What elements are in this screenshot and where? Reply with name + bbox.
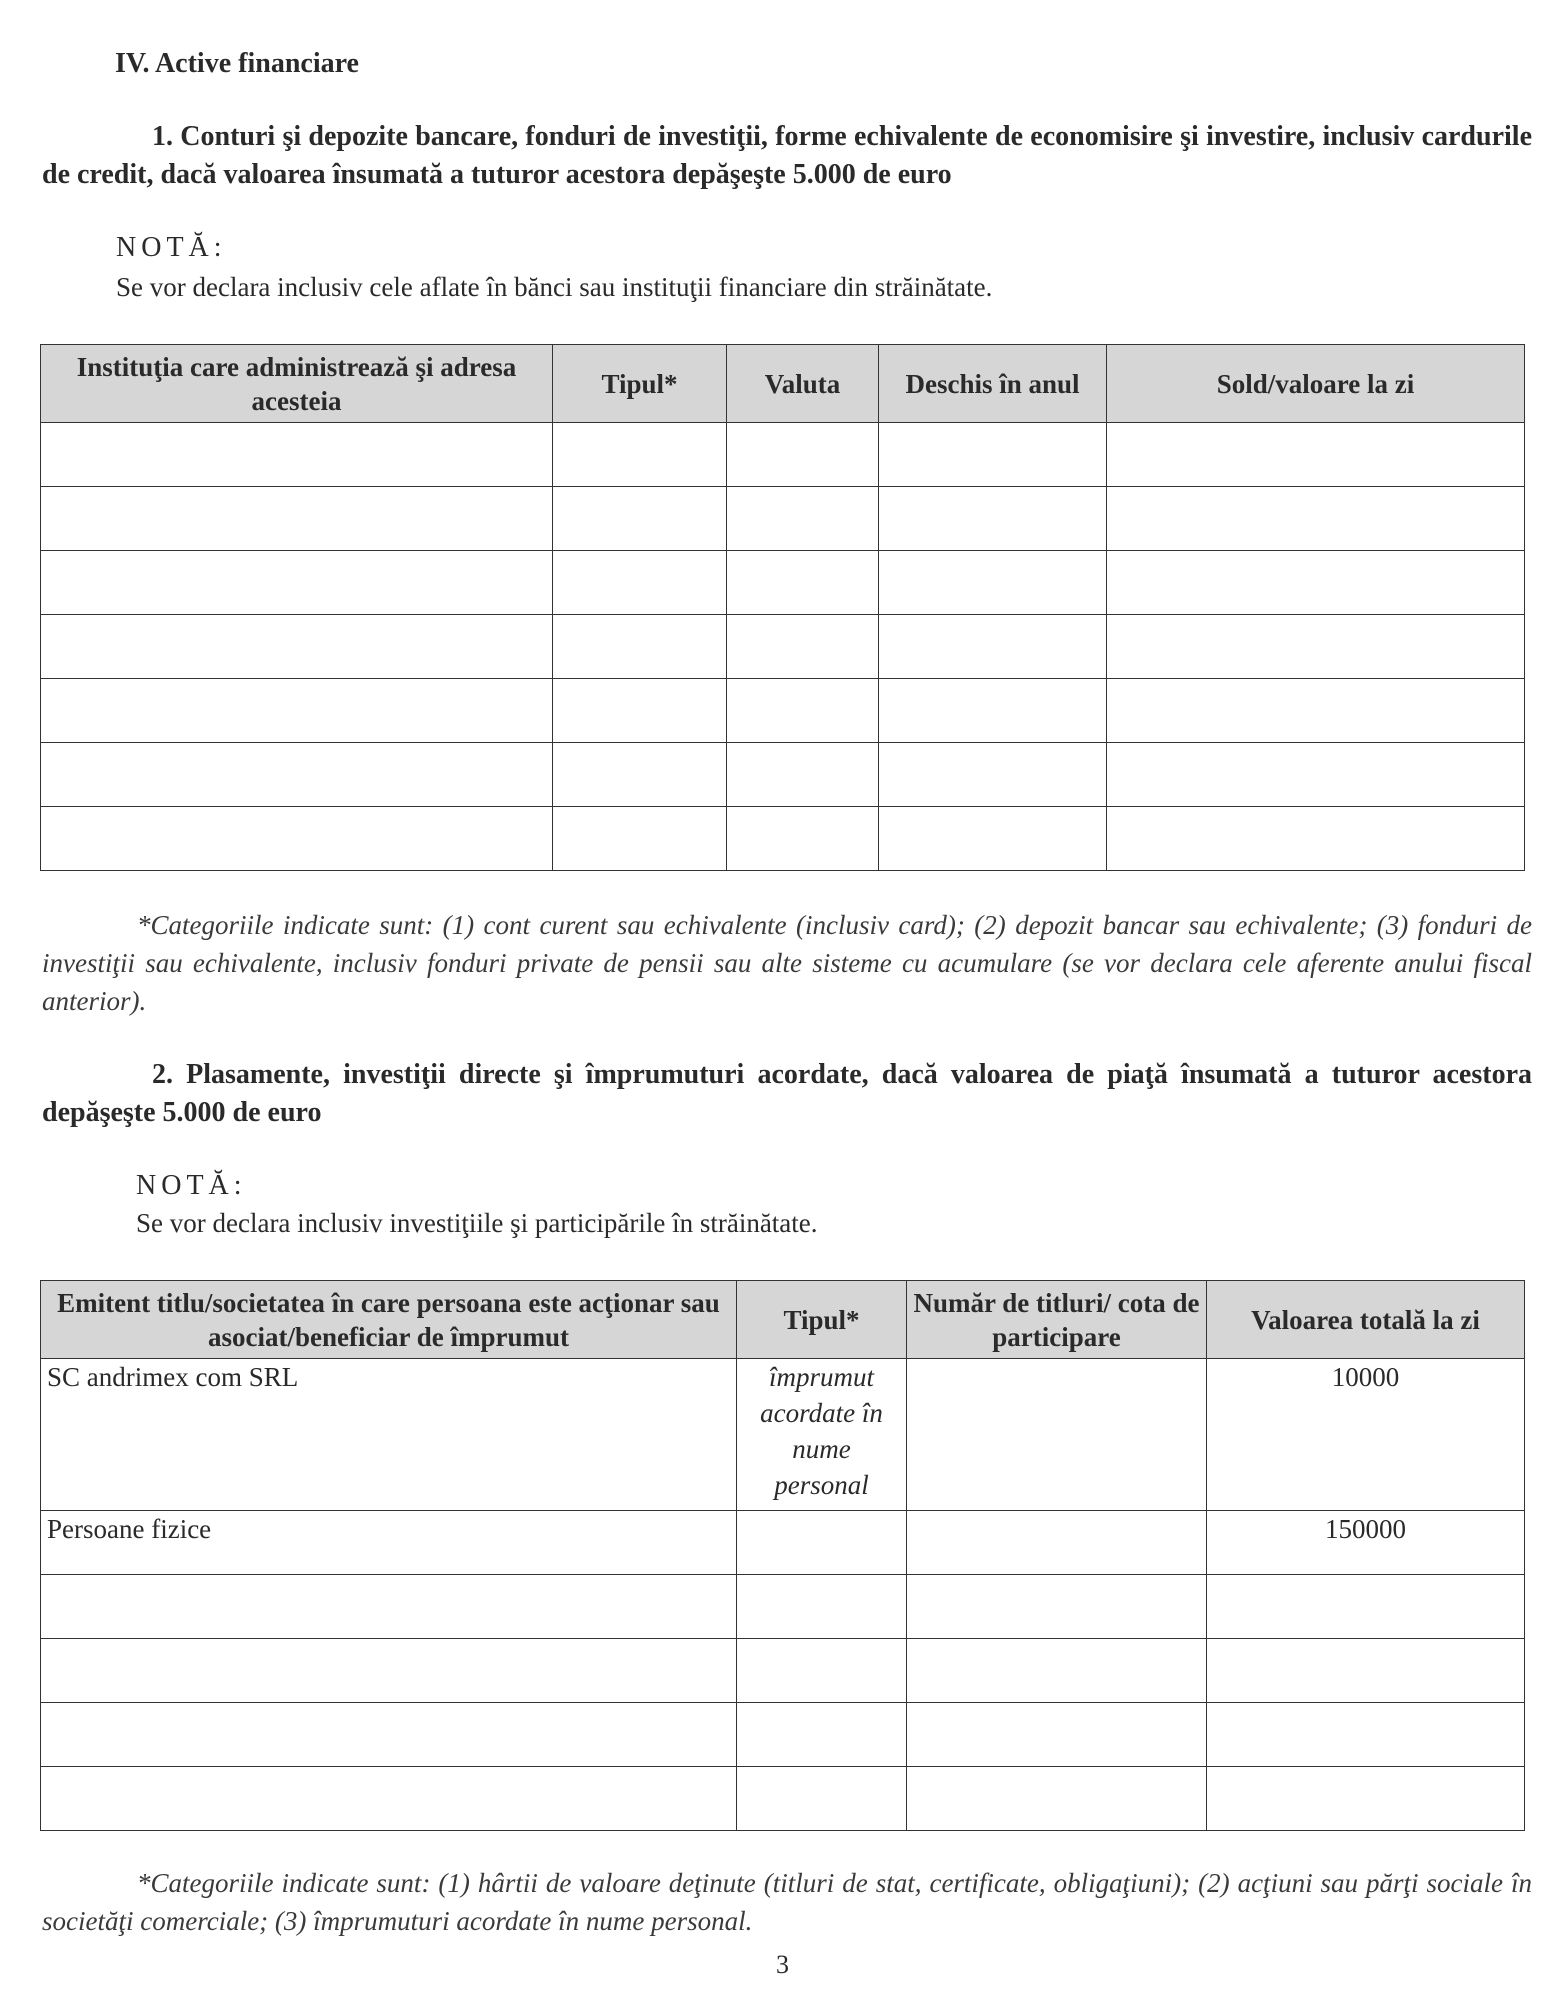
currency-cell[interactable] <box>727 615 879 679</box>
table-row <box>41 551 1525 615</box>
balance-cell[interactable] <box>1107 615 1525 679</box>
accounts-footnote: *Categoriile indicate sunt: (1) cont curent sau echivalente (inclusiv card); (2) depozit bancar sau echivalente; (3) fonduri de investiţii sau echivalente, inclusiv fonduri private de pensii sau alte sisteme cu acumulare (se vor declara cele aferente anului fiscal anterior). <box>42 910 1532 1016</box>
accounts-header-type: Tipul* <box>553 345 727 423</box>
value-cell[interactable] <box>1207 1703 1525 1767</box>
currency-cell[interactable] <box>727 551 879 615</box>
investments-footnote: *Categoriile indicate sunt: (1) hârtii de valoare deţinute (titluri de stat, certificate, obligaţiuni); (2) acţiuni sau părţi sociale în societăţi comerciale; (3) împrumuturi acordate în nume personal. <box>42 1868 1532 1936</box>
institution-cell[interactable] <box>41 807 553 871</box>
table-row <box>41 487 1525 551</box>
currency-cell[interactable] <box>727 423 879 487</box>
type-cell[interactable] <box>553 615 727 679</box>
institution-cell[interactable] <box>41 487 553 551</box>
table-row <box>41 423 1525 487</box>
shares-cell[interactable] <box>907 1575 1207 1639</box>
investments-header-issuer: Emitent titlu/societatea în care persoana este acţionar sau asociat/beneficiar de împrumut <box>41 1281 737 1359</box>
shares-cell[interactable] <box>907 1767 1207 1831</box>
table-row <box>41 807 1525 871</box>
accounts-title: 1. Conturi şi depozite bancare, fonduri de investiţii, forme echivalente de economisire şi investire, inclusiv cardurile de credit, dacă valoarea însumată a tuturor acestora depăşeşte 5.000 de euro <box>42 121 1532 190</box>
institution-cell[interactable] <box>41 615 553 679</box>
type-cell[interactable] <box>553 807 727 871</box>
issuer-cell[interactable]: SC andrimex com SRL <box>41 1359 737 1511</box>
type-cell[interactable] <box>553 679 727 743</box>
page-number: 3 <box>776 1950 789 1979</box>
value-cell[interactable] <box>1207 1575 1525 1639</box>
currency-cell[interactable] <box>727 679 879 743</box>
table-row <box>41 615 1525 679</box>
type-cell[interactable] <box>737 1575 907 1639</box>
currency-cell[interactable] <box>727 487 879 551</box>
accounts-header-opened: Deschis în anul <box>879 345 1107 423</box>
issuer-cell[interactable] <box>41 1639 737 1703</box>
issuer-cell[interactable] <box>41 1767 737 1831</box>
issuer-cell[interactable] <box>41 1575 737 1639</box>
opened-cell[interactable] <box>879 551 1107 615</box>
accounts-note-text: Se vor declara inclusiv cele aflate în bănci sau instituţii financiare din străinătate. <box>116 272 993 302</box>
balance-cell[interactable] <box>1107 551 1525 615</box>
investments-note-text: Se vor declara inclusiv investiţiile şi participările în străinătate. <box>136 1208 818 1238</box>
opened-cell[interactable] <box>879 487 1107 551</box>
table-row <box>41 1639 1525 1703</box>
accounts-header-institution: Instituţia care administrează şi adresa acesteia <box>41 345 553 423</box>
shares-cell[interactable] <box>907 1359 1207 1511</box>
investments-header-value: Valoarea totală la zi <box>1207 1281 1525 1359</box>
type-cell[interactable] <box>737 1767 907 1831</box>
table-row <box>41 1575 1525 1639</box>
currency-cell[interactable] <box>727 807 879 871</box>
value-cell[interactable]: 10000 <box>1207 1359 1525 1511</box>
table-row <box>41 1359 1525 1511</box>
shares-cell[interactable] <box>907 1639 1207 1703</box>
accounts-header-row <box>41 345 1525 423</box>
table-row <box>41 1703 1525 1767</box>
investments-header-shares: Număr de titluri/ cota de participare <box>907 1281 1207 1359</box>
opened-cell[interactable] <box>879 807 1107 871</box>
institution-cell[interactable] <box>41 551 553 615</box>
shares-cell[interactable] <box>907 1511 1207 1575</box>
institution-cell[interactable] <box>41 743 553 807</box>
table-row <box>41 743 1525 807</box>
institution-cell[interactable] <box>41 679 553 743</box>
investments-table <box>40 1280 1525 1831</box>
currency-cell[interactable] <box>727 743 879 807</box>
balance-cell[interactable] <box>1107 743 1525 807</box>
balance-cell[interactable] <box>1107 487 1525 551</box>
table-row <box>41 679 1525 743</box>
type-cell[interactable]: împrumut acordate în nume personal <box>737 1359 907 1511</box>
type-cell[interactable] <box>553 423 727 487</box>
value-cell[interactable] <box>1207 1639 1525 1703</box>
opened-cell[interactable] <box>879 615 1107 679</box>
type-cell[interactable] <box>553 487 727 551</box>
type-cell[interactable] <box>737 1639 907 1703</box>
accounts-note-label: NOTĂ: <box>116 232 227 263</box>
opened-cell[interactable] <box>879 743 1107 807</box>
value-cell[interactable]: 150000 <box>1207 1511 1525 1575</box>
type-cell[interactable] <box>737 1511 907 1575</box>
investments-note-label: NOTĂ: <box>136 1170 247 1201</box>
investments-header-type: Tipul* <box>737 1281 907 1359</box>
opened-cell[interactable] <box>879 679 1107 743</box>
investments-header-row <box>41 1281 1525 1359</box>
shares-cell[interactable] <box>907 1703 1207 1767</box>
value-cell[interactable] <box>1207 1767 1525 1831</box>
issuer-cell[interactable]: Persoane fizice <box>41 1511 737 1575</box>
type-cell[interactable] <box>553 551 727 615</box>
type-cell[interactable] <box>553 743 727 807</box>
accounts-table <box>40 344 1525 871</box>
balance-cell[interactable] <box>1107 679 1525 743</box>
table-row <box>41 1767 1525 1831</box>
accounts-header-currency: Valuta <box>727 345 879 423</box>
section-title: IV. Active financiare <box>115 48 359 79</box>
issuer-cell[interactable] <box>41 1703 737 1767</box>
investments-title: 2. Plasamente, investiţii directe şi împrumuturi acordate, dacă valoarea de piaţă însumată a tuturor acestora depăşeşte 5.000 de euro <box>42 1059 1532 1128</box>
balance-cell[interactable] <box>1107 807 1525 871</box>
type-cell[interactable] <box>737 1703 907 1767</box>
accounts-header-balance: Sold/valoare la zi <box>1107 345 1525 423</box>
table-row <box>41 1511 1525 1575</box>
institution-cell[interactable] <box>41 423 553 487</box>
opened-cell[interactable] <box>879 423 1107 487</box>
balance-cell[interactable] <box>1107 423 1525 487</box>
